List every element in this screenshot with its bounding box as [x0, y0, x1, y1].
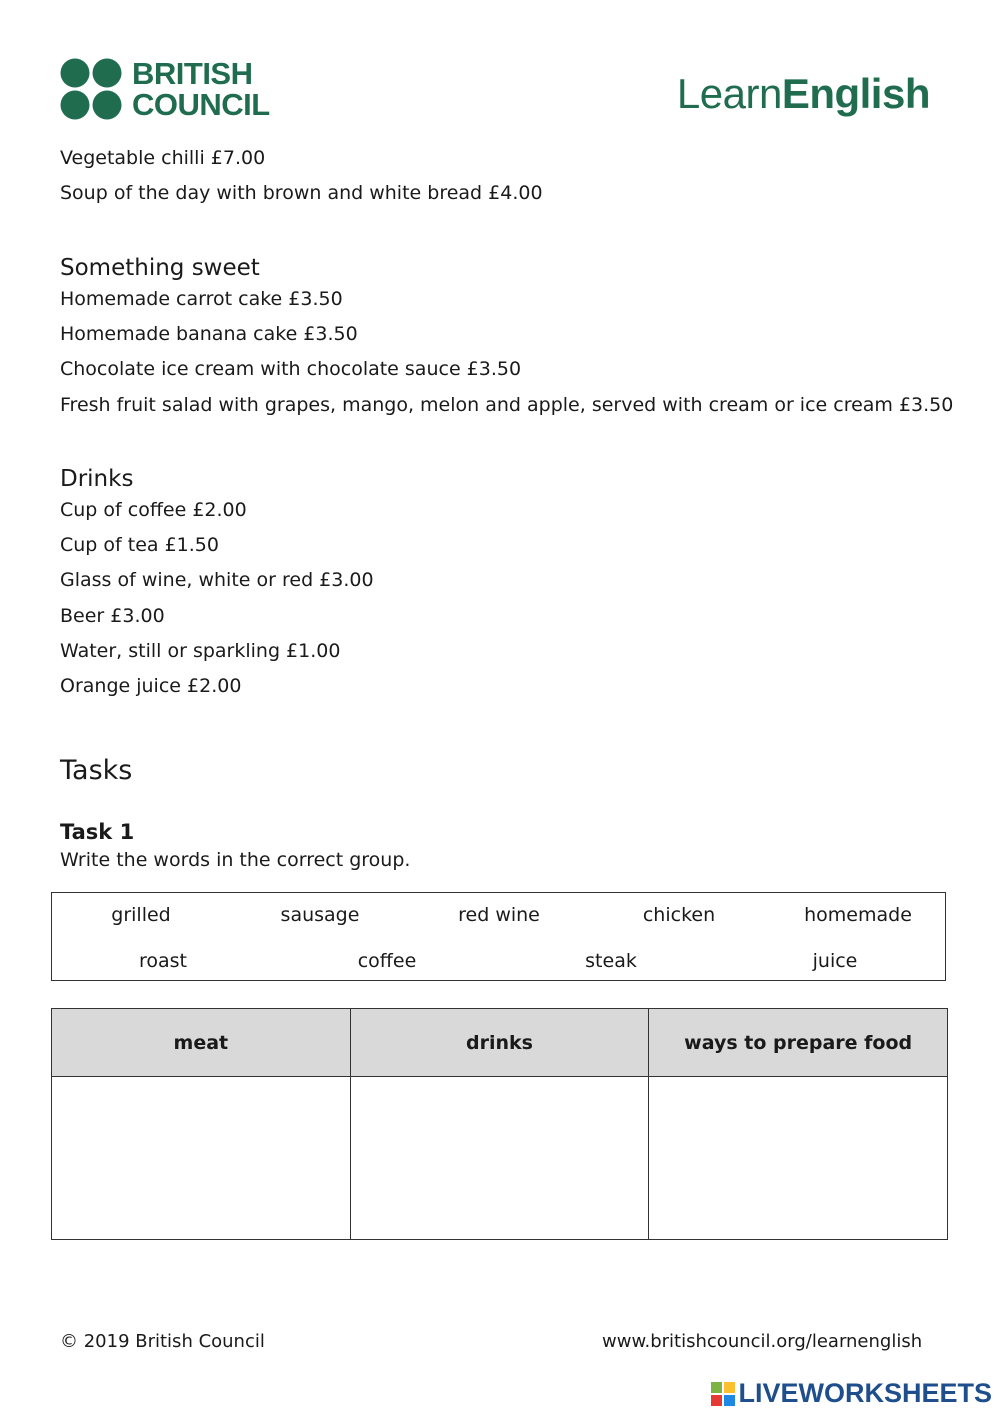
word-item[interactable]: roast — [138, 950, 188, 972]
column-header-ways-to-prepare: ways to prepare food — [649, 1009, 948, 1077]
british-council-logo — [60, 58, 290, 124]
learnenglish-logo: LearnEnglish — [676, 70, 930, 117]
menu-item: Soup of the day with brown and white bread £4.00 — [60, 182, 543, 204]
word-item[interactable]: sausage — [280, 904, 360, 926]
copyright-text: © 2019 British Council — [60, 1331, 265, 1352]
tasks-heading: Tasks — [60, 755, 133, 786]
task1-title: Task 1 — [60, 820, 135, 844]
menu-item: Beer £3.00 — [60, 605, 165, 627]
british-council-circles-icon — [60, 58, 122, 120]
task1-instruction: Write the words in the correct group. — [60, 849, 411, 871]
section-heading-sweet: Something sweet — [60, 255, 260, 281]
word-item[interactable]: juice — [812, 950, 858, 972]
word-item[interactable]: steak — [585, 950, 637, 972]
liveworksheets-icon — [711, 1382, 735, 1406]
column-header-drinks: drinks — [350, 1009, 649, 1077]
word-item[interactable]: coffee — [357, 950, 417, 972]
menu-item: Orange juice £2.00 — [60, 675, 242, 697]
grouping-table — [51, 1008, 948, 1240]
menu-item: Fresh fruit salad with grapes, mango, melon and apple, served with cream or ice cream £3.50 — [60, 394, 954, 416]
word-item[interactable]: grilled — [111, 904, 171, 926]
footer-url[interactable]: www.britishcouncil.org/learnenglish — [602, 1331, 923, 1352]
drop-zone-drinks[interactable] — [350, 1077, 649, 1240]
table-row — [52, 1077, 948, 1240]
menu-item: Cup of tea £1.50 — [60, 534, 219, 556]
menu-item: Glass of wine, white or red £3.00 — [60, 569, 374, 591]
word-box — [51, 892, 946, 981]
section-heading-drinks: Drinks — [60, 466, 134, 492]
menu-item: Cup of coffee £2.00 — [60, 499, 247, 521]
word-item[interactable]: red wine — [458, 904, 540, 926]
british-council-wordmark: BRITISH COUNCIL — [132, 56, 270, 122]
table-header-row — [52, 1009, 948, 1077]
liveworksheets-logo: LIVEWORKSHEETS — [711, 1378, 992, 1409]
word-item[interactable]: chicken — [642, 904, 716, 926]
menu-item: Chocolate ice cream with chocolate sauce £3.50 — [60, 358, 522, 380]
menu-item: Homemade carrot cake £3.50 — [60, 288, 343, 310]
drop-zone-meat[interactable] — [52, 1077, 351, 1240]
column-header-meat: meat — [52, 1009, 351, 1077]
drop-zone-ways-to-prepare[interactable] — [649, 1077, 948, 1240]
menu-item: Water, still or sparkling £1.00 — [60, 640, 341, 662]
menu-item: Vegetable chilli £7.00 — [60, 147, 266, 169]
menu-item: Homemade banana cake £3.50 — [60, 323, 358, 345]
word-item[interactable]: homemade — [804, 904, 912, 926]
